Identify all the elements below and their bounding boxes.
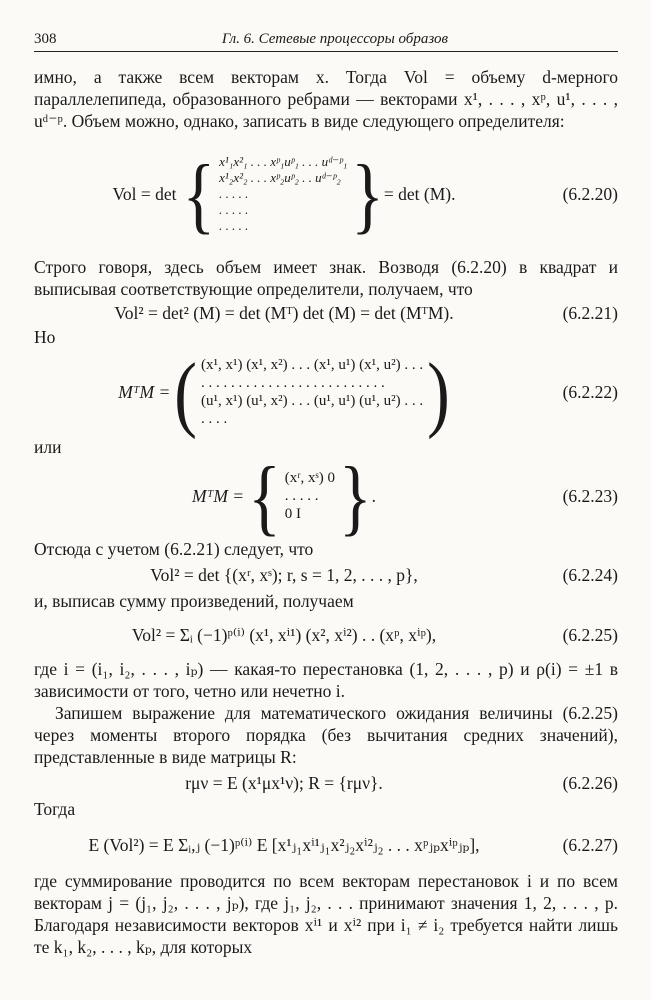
eq25-body: Vol² = Σᵢ (−1)ᵖ⁽ⁱ⁾ (x¹, xⁱ¹) (x², xⁱ²) . . (xᵖ, xⁱᵖ), [131,624,437,645]
equation-6-2-27 [34,820,618,870]
equation-number: (6.2.20) [562,183,618,204]
eq24-body: Vol² = det {(xʳ, xˢ); r, s = 1, 2, . . . , p}, [150,564,418,585]
word-no: Но [34,327,56,347]
eq20-row: x¹₂x²₂ . . . xᵖ₂uᵖ₂ . . uᵈ⁻ᵖ₂ [219,170,341,185]
eq23-row: . . . . . [284,488,319,504]
eq23-rhs: . [371,485,376,506]
eq20-row: . . . . . [219,218,249,233]
word-togda: Тогда [34,799,76,819]
eq22-lhs: MᵀM = [118,381,171,402]
paragraph-3: Отсюда с учетом (6.2.21) следует, что [34,539,314,559]
eq27-body: E (Vol²) = E Σᵢ,ⱼ (−1)ᵖ⁽ⁱ⁾ E [x¹ⱼ₁xⁱ¹ⱼ₁x²ⱼ₂xⁱ²ⱼ₂ . . . xᵖⱼₚxⁱᵖⱼₚ], [88,834,480,855]
eq20-row: . . . . . [219,186,249,201]
eq22-row: (u¹, x¹) (u¹, x²) . . . (u¹, u¹) (u¹, u²) . . . [200,393,424,409]
eq23-lhs: MᵀM = [192,485,245,506]
equation-number: (6.2.25) [562,624,618,645]
eq20-lhs: Vol = det [112,183,177,204]
book-page [34,22,618,958]
equation-6-2-22: MᵀM = ( (x¹, x¹) (x¹, x²) . . . (x¹, u¹) (x¹, u²) . . . . . . . . . . . . . . . . . . . . . . . . . . . . (u¹, x¹) (u¹, x²) . . . (u¹, u¹) (u¹, u²) . . . . . . . ) (6.2.22) [118,344,618,440]
paragraph-4: и, выписав сумму произведений, получаем [34,591,354,611]
eq22-matrix [197,356,427,428]
eq26-body: rμν = E (x¹μx¹ν); R = {rμν}. [185,772,383,793]
page-number: 308 [34,31,57,47]
paragraph-7: где суммирование проводится по всем векторам перестановок i и по всем векторам j = (j₁, j₂, . . . , jₚ), где j₁, j₂, . . . принимают значения 1, 2, . . . , p. Благодаря независимости векторов xⁱ¹ и xⁱ² при i₁ ≠ i₂ требуется найти лишь те k₁, k₂, . . . , kₚ, для которых [34,871,618,957]
equation-number: (6.2.24) [562,564,618,585]
equation-6-2-20: Vol = det { x¹₁x²₁ . . . xᵖ₁uᵖ₁ . . . uᵈ⁻ᵖ₁ x¹₂x²₂ . . . xᵖ₂uᵖ₂ . . uᵈ⁻ᵖ₂ . . . . . . . . . . . . . . . } = det (M). (6.2.20) [112,146,618,242]
equation-6-2-24 [34,560,618,590]
eq20-row: . . . . . [219,202,249,217]
eq20-rhs: = det (M). [383,183,456,204]
eq21-body: Vol² = det² (M) = det (Mᵀ) det (M) = det (MᵀM). [114,302,454,323]
paragraph-2: Строго говоря, здесь объем имеет знак. Возводя (6.2.20) в квадрат и выписывая соответствующие определители, получаем, что [34,257,618,299]
eq22-row: . . . . . . . . . . . . . . . . . . . . . . . . . [200,375,385,391]
equation-number: (6.2.23) [562,485,618,506]
eq22-row: . . . . [200,411,228,427]
equation-number: (6.2.21) [562,302,618,323]
eq20-row: x¹₁x²₁ . . . xᵖ₁uᵖ₁ . . . uᵈ⁻ᵖ₁ [219,154,348,169]
equation-6-2-26 [34,768,618,798]
eq23-row: (xʳ, xˢ) 0 [284,470,335,486]
paragraph-5: где i = (i₁, i₂, . . . , iₚ) — какая-то перестановка (1, 2, . . . , p) и ρ(i) = ±1 в зависимости от того, четно или нечетно i. [34,659,618,701]
paragraph-6: Запишем выражение для математического ожидания величины (6.2.25) через моменты второго порядка (без вычитания средних значений), представленные в виде матрицы R: [34,703,618,767]
equation-6-2-23: MᵀM = { (xʳ, xˢ) 0 . . . . . 0 I } . (6.2.23) [192,448,618,544]
paragraph-1: имно, а также всем векторам x. Тогда Vol = объему d-мерного параллелепипеда, образованного ребрами — векторами x¹, . . . , xᵖ, u¹, . . . , uᵈ⁻ᵖ. Объем можно, однако, записать в виде следующего определителя: [34,67,618,131]
equation-number: (6.2.27) [562,834,618,855]
equation-number: (6.2.26) [562,772,618,793]
equation-6-2-25 [34,612,618,658]
running-title: Гл. 6. Сетевые процессоры образов [221,31,448,47]
eq23-row: 0 I [284,506,302,522]
eq23-matrix [281,469,339,523]
equation-number: (6.2.22) [562,381,618,402]
word-ili: или [34,437,62,457]
eq22-row: (x¹, x¹) (x¹, x²) . . . (x¹, u¹) (x¹, u²) . . . [200,357,424,373]
page-header [34,22,618,52]
eq20-determinant [215,154,351,234]
equation-6-2-21 [34,300,618,326]
